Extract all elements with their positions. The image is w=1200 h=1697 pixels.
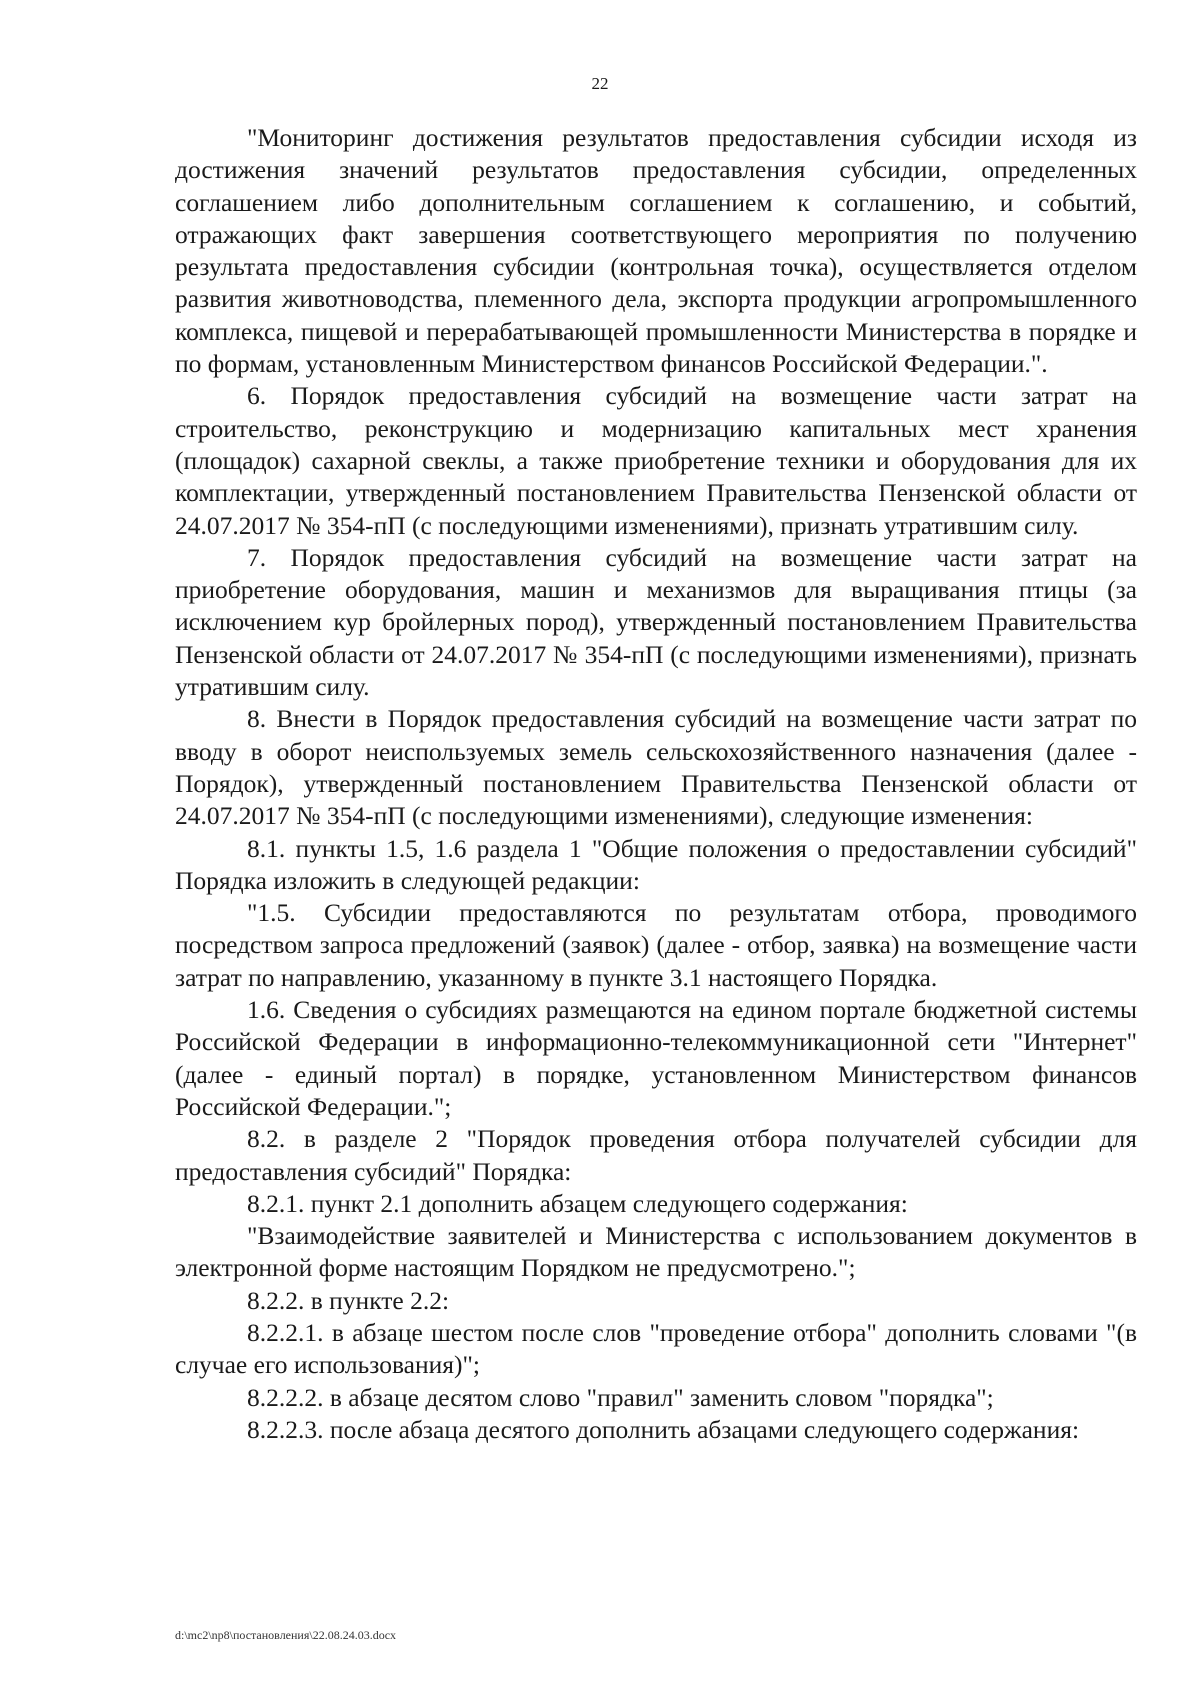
paragraph: 6. Порядок предоставления субсидий на возмещение части затрат на строительство, реконструкцию и модернизацию капитальных мест хранения (площадок) сахарной свеклы, а также приобретение техники и оборудования для их комплектации, утвержденный постановлением Правительства Пензенской области от 24.07.2017 № 354-пП (с последующими изменениями), признать утратившим силу. bbox=[175, 381, 1137, 540]
paragraph: 8.1. пункты 1.5, 1.6 раздела 1 "Общие положения о предоставлении субсидий" Порядка изложить в следующей редакции: bbox=[175, 833, 1137, 895]
paragraph: 7. Порядок предоставления субсидий на возмещение части затрат на приобретение оборудования, машин и механизмов для выращивания птицы (за исключением кур бройлерных пород), утвержденный постановлением Правительства Пензенской области от 24.07.2017 № 354-пП (с последующими изменениями), признать утратившим силу. bbox=[175, 542, 1137, 702]
paragraph: 1.6. Сведения о субсидиях размещаются на едином портале бюджетной системы Российской Федерации в информационно-телекоммуникационной сети "Интернет" (далее - единый портал) в порядке, установленном Министерством финансов Российской Федерации."; bbox=[175, 995, 1137, 1121]
paragraph: 8. Внести в Порядок предоставления субсидий на возмещение части затрат по вводу в оборот неиспользуемых земель сельскохозяйственного назначения (далее - Порядок), утвержденный постановлением Правительства Пензенской области от 24.07.2017 № 354-пП (с последующими изменениями), следующие изменения: bbox=[175, 704, 1137, 831]
paragraph: 8.2.2. в пункте 2.2: bbox=[247, 1285, 450, 1315]
paragraph: "Мониторинг достижения результатов предоставления субсидии исходя из достижения значений результатов предоставления субсидии, определенных соглашением либо дополнительным соглашением к соглашению, и событий, отражающих факт завершения соответствующего мероприятия по получению результата предоставления субсидии (контрольная точка), осуществляется отделом развития животноводства, племенного дела, экспорта продукции агропромышленного комплекса, пищевой и перерабатывающей промышленности Министерства в порядке и по формам, установленным Министерством финансов Российской Федерации.". bbox=[175, 123, 1137, 379]
paragraph: 8.2.2.2. в абзаце десятом слово "правил" заменить словом "порядка"; bbox=[247, 1382, 994, 1412]
footer-file-path: d:\mc2\np8\постановления\22.08.24.03.docx bbox=[175, 1628, 397, 1642]
page-number: 22 bbox=[591, 74, 609, 93]
paragraph: 8.2.2.1. в абзаце шестом после слов "проведение отбора" дополнить словами "(в случае его использования)"; bbox=[175, 1317, 1137, 1380]
paragraph: 8.2. в разделе 2 "Порядок проведения отбора получателей субсидии для предоставления субсидий" Порядка: bbox=[175, 1124, 1137, 1186]
paragraph: 8.2.1. пункт 2.1 дополнить абзацем следующего содержания: bbox=[247, 1188, 908, 1218]
paragraph: "Взаимодействие заявителей и Министерства с использованием документов в электронной форме настоящим Порядком не предусмотрено."; bbox=[175, 1221, 1137, 1283]
document-body bbox=[175, 122, 1137, 1446]
paragraph: "1.5. Субсидии предоставляются по результатам отбора, проводимого посредством запроса предложений (заявок) (далее - отбор, заявка) на возмещение части затрат по направлению, указанному в пункте 3.1 настоящего Порядка. bbox=[175, 898, 1137, 992]
paragraph: 8.2.2.3. после абзаца десятого дополнить абзацами следующего содержания: bbox=[247, 1414, 1080, 1444]
